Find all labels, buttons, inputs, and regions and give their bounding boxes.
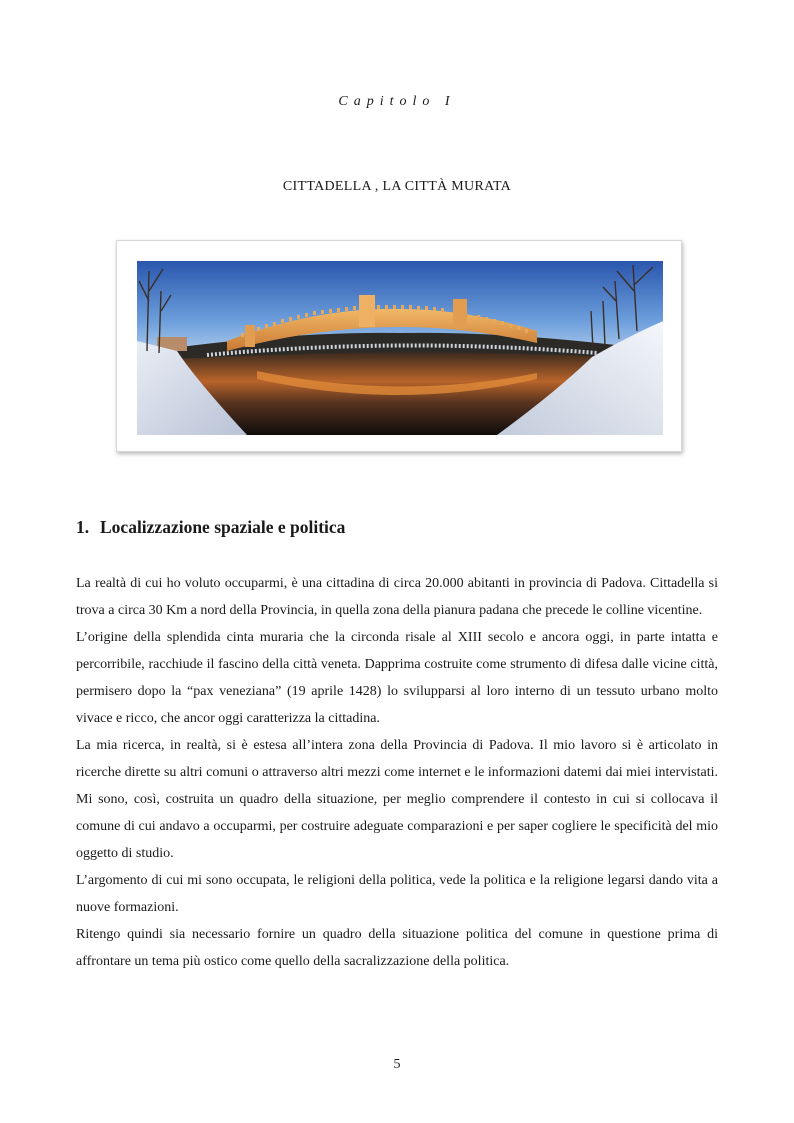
page-number: 5 (393, 1057, 401, 1072)
panorama-photo-frame (116, 240, 682, 452)
paragraph: La mia ricerca, in realtà, si è estesa all’intera zona della Provincia di Padova. Il mio lavoro si è articolato in ricerche dirette su altri comuni o attraverso altri mezzi come internet e le informazioni datemi dai miei intervistati. Mi sono, così, costruita un quadro della situazione, per meglio comprendere il contesto in cui si collocava il comune di cui andavo a occuparmi, per costruire adeguate comparazioni e per saper cogliere le specificità del mio oggetto di studio. (76, 738, 718, 861)
paragraph: Ritengo quindi sia necessario fornire un quadro della situazione politica del comune in questione prima di affrontare un tema più ostico come quello della sacralizzazione della politica. (76, 927, 718, 969)
chapter-title: CITTADELLA , LA CITTÀ MURATA (282, 179, 512, 194)
panorama-photo (137, 261, 663, 435)
body-text (76, 570, 718, 975)
chapter-label: Capitolo I (338, 94, 456, 109)
section-title: Localizzazione spaziale e politica (100, 517, 346, 537)
section-heading (76, 517, 345, 538)
paragraph: L’argomento di cui mi sono occupata, le religioni della politica, vede la politica e la religione legarsi dando vita a nuove formazioni. (76, 873, 718, 915)
paragraph: L’origine della splendida cinta muraria che la circonda risale al XIII secolo e ancora oggi, in parte intatta e percorribile, racchiude il fascino della città veneta. Dapprima costruite come strumento di difesa dalle vicine città, permisero dopo la “pax veneziana” (19 aprile 1428) lo svilupparsi al loro interno di un tessuto urbano molto vivace e ricco, che ancor oggi caratterizza la cittadina. (76, 630, 718, 726)
section-number: 1. (76, 517, 90, 537)
paragraph: La realtà di cui ho voluto occuparmi, è una cittadina di circa 20.000 abitanti in provincia di Padova. Cittadella si trova a circa 30 Km a nord della Provincia, in quella zona della pianura padana che precede le colline vicentine. (76, 576, 718, 618)
